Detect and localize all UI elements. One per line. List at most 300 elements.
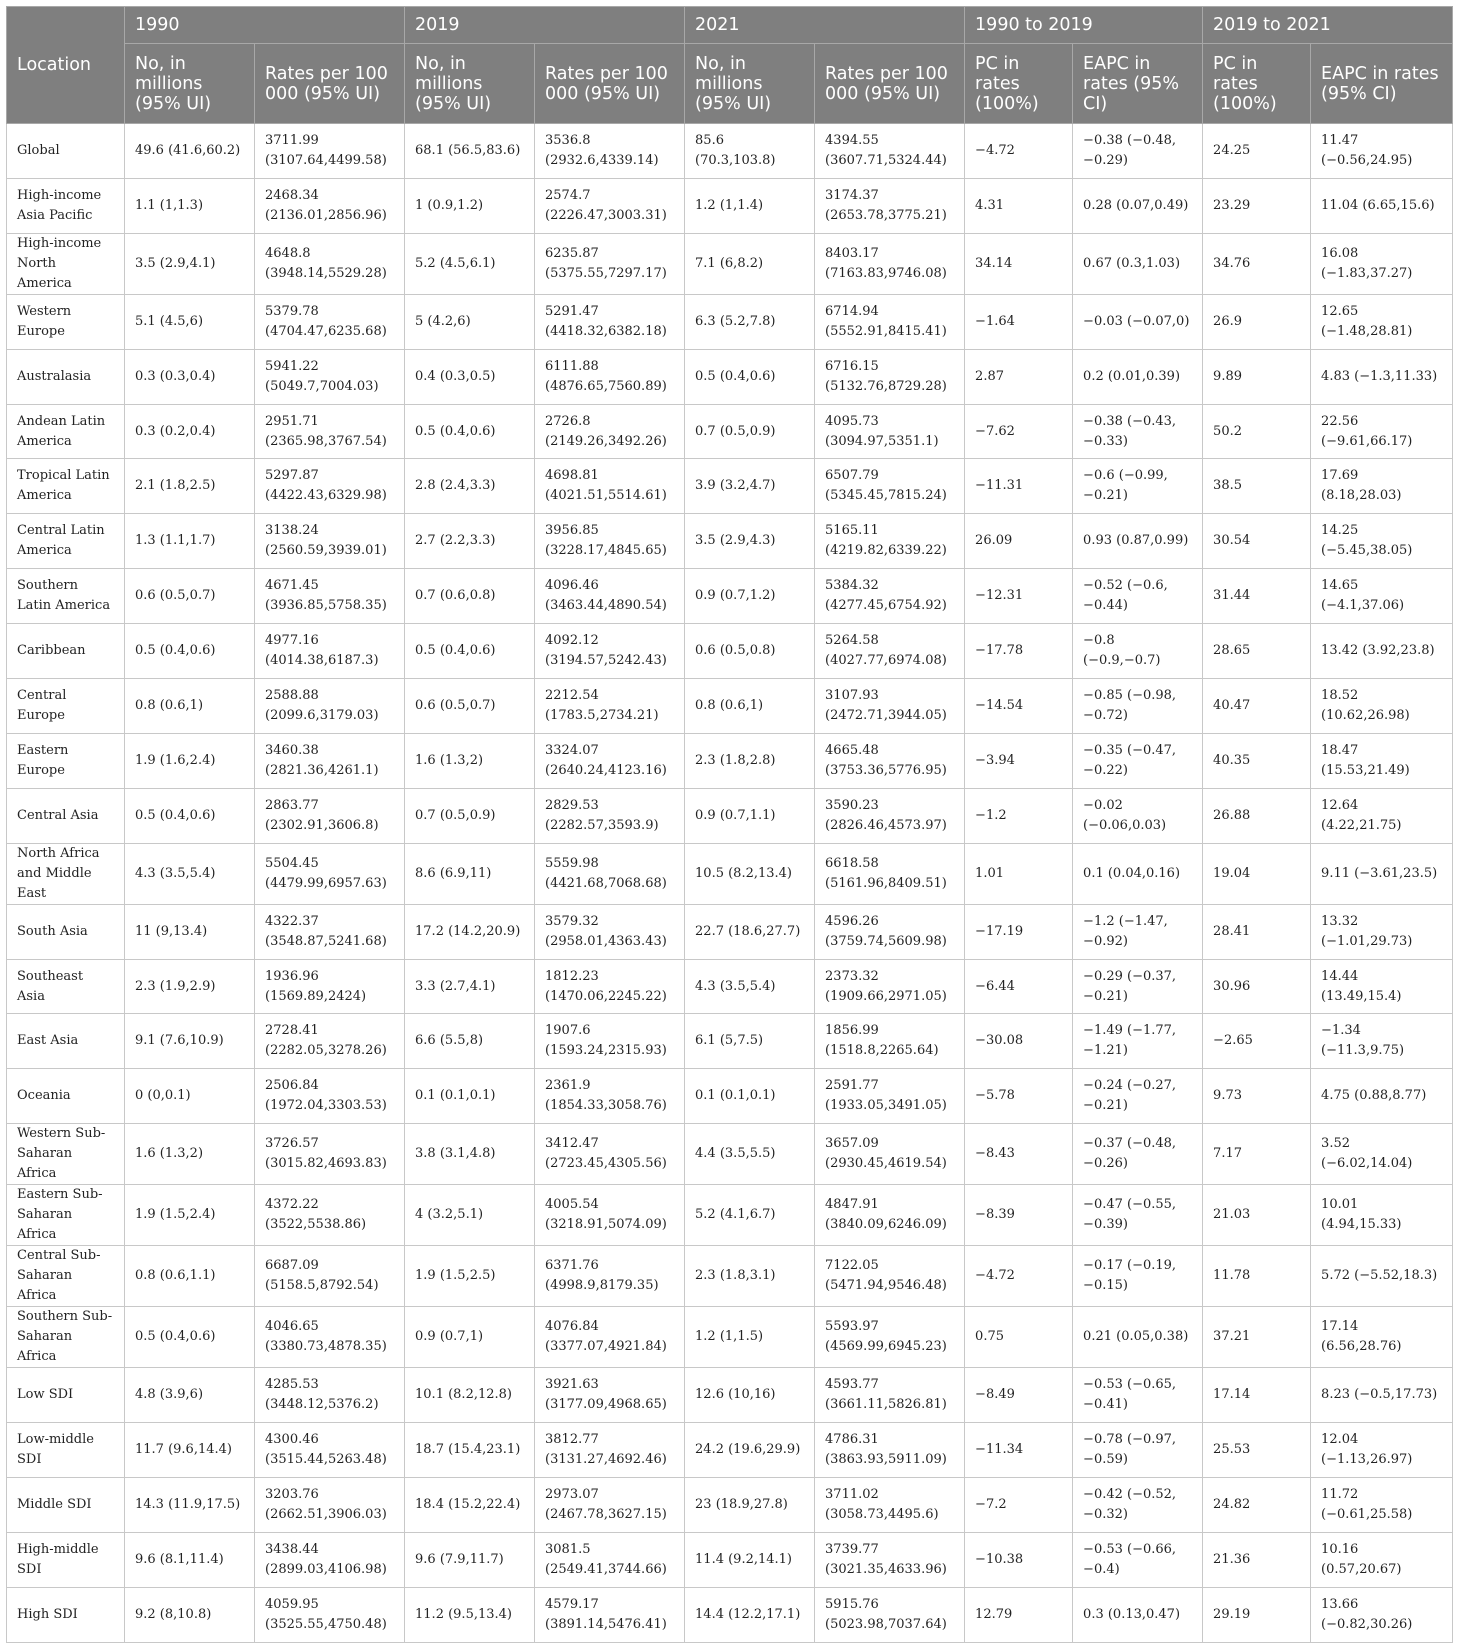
rate-2021-cell: 3174.37 (2653.78,3775.21) [815,178,965,233]
count-1990-cell: 0.8 (0.6,1.1) [125,1246,255,1307]
count-2021-cell: 2.3 (1.8,2.8) [685,733,815,788]
location-cell: High-income Asia Pacific [7,178,125,233]
rate-2019-cell: 1907.6 (1593.24,2315.93) [535,1014,685,1069]
eapc-2019-2021-cell: 13.66 (−0.82,30.26) [1311,1587,1453,1642]
pc-1990-2019-cell: −8.49 [965,1368,1073,1423]
count-2021-cell: 24.2 (19.6,29.9) [685,1423,815,1478]
pc-2019-2021-cell: 21.03 [1203,1185,1311,1246]
count-1990-cell: 3.5 (2.9,4.1) [125,233,255,294]
pc-2019-2021-cell: 9.89 [1203,349,1311,404]
count-2019-cell: 4 (3.2,5.1) [405,1185,535,1246]
rate-1990-cell: 3203.76 (2662.51,3906.03) [255,1478,405,1533]
table-row [7,1478,1453,1533]
count-1990-cell: 2.1 (1.8,2.5) [125,459,255,514]
rate-2021-cell: 7122.05 (5471.94,9546.48) [815,1246,965,1307]
eapc-1990-2019-cell: −0.85 (−0.98, −0.72) [1073,679,1203,734]
count-1990-cell: 9.6 (8.1,11.4) [125,1532,255,1587]
pc-2019-2021-cell: 26.9 [1203,294,1311,349]
count-1990-cell: 0.6 (0.5,0.7) [125,569,255,624]
rate-1990-cell: 5504.45 (4479.99,6957.63) [255,843,405,904]
location-cell: East Asia [7,1014,125,1069]
pc-2019-2021-cell: 31.44 [1203,569,1311,624]
rate-2019-cell: 3812.77 (3131.27,4692.46) [535,1423,685,1478]
pc-2019-2021-cell: 7.17 [1203,1124,1311,1185]
pc-1990-2019-cell: 12.79 [965,1587,1073,1642]
rate-2021-cell: 3711.02 (3058.73,4495.6) [815,1478,965,1533]
location-cell: Western Europe [7,294,125,349]
rate-2019-cell: 5559.98 (4421.68,7068.68) [535,843,685,904]
col-header-count-2019: No, in millions (95% UI) [405,44,535,124]
rate-2021-cell: 4593.77 (3661.11,5826.81) [815,1368,965,1423]
pc-1990-2019-cell: −11.34 [965,1423,1073,1478]
eapc-1990-2019-cell: −0.17 (−0.19, −0.15) [1073,1246,1203,1307]
count-1990-cell: 0.5 (0.4,0.6) [125,1307,255,1368]
pc-1990-2019-cell: −14.54 [965,679,1073,734]
count-2019-cell: 9.6 (7.9,11.7) [405,1532,535,1587]
eapc-2019-2021-cell: 4.83 (−1.3,11.33) [1311,349,1453,404]
count-2021-cell: 1.2 (1,1.5) [685,1307,815,1368]
location-cell: Tropical Latin America [7,459,125,514]
col-header-rate-2021: Rates per 100 000 (95% UI) [815,44,965,124]
table-row [7,733,1453,788]
col-header-count-1990: No, in millions (95% UI) [125,44,255,124]
pc-2019-2021-cell: 19.04 [1203,843,1311,904]
rate-2019-cell: 2726.8 (2149.26,3492.26) [535,404,685,459]
rate-2021-cell: 4665.48 (3753.36,5776.95) [815,733,965,788]
location-cell: Low SDI [7,1368,125,1423]
table-row [7,1185,1453,1246]
table-row [7,459,1453,514]
count-2019-cell: 10.1 (8.2,12.8) [405,1368,535,1423]
col-header-eapc-1990-2019: EAPC in rates (95% CI) [1073,44,1203,124]
eapc-1990-2019-cell: −0.03 (−0.07,0) [1073,294,1203,349]
table-body [7,124,1453,1643]
count-1990-cell: 4.3 (3.5,5.4) [125,843,255,904]
header-row-columns [7,44,1453,124]
count-2019-cell: 68.1 (56.5,83.6) [405,124,535,179]
table-row [7,349,1453,404]
table-row [7,843,1453,904]
rate-1990-cell: 5941.22 (5049.7,7004.03) [255,349,405,404]
count-2019-cell: 0.7 (0.5,0.9) [405,788,535,843]
pc-1990-2019-cell: −4.72 [965,124,1073,179]
count-1990-cell: 0.5 (0.4,0.6) [125,624,255,679]
rate-2021-cell: 6618.58 (5161.96,8409.51) [815,843,965,904]
pc-2019-2021-cell: 37.21 [1203,1307,1311,1368]
col-header-pc-1990-2019: PC in rates (100%) [965,44,1073,124]
pc-1990-2019-cell: −1.2 [965,788,1073,843]
location-cell: Central Latin America [7,514,125,569]
table-header [7,7,1453,124]
count-2019-cell: 5 (4.2,6) [405,294,535,349]
eapc-1990-2019-cell: 0.93 (0.87,0.99) [1073,514,1203,569]
pc-1990-2019-cell: −30.08 [965,1014,1073,1069]
count-2021-cell: 6.3 (5.2,7.8) [685,294,815,349]
group-header-2019: 2019 [405,7,685,44]
pc-2019-2021-cell: 40.47 [1203,679,1311,734]
pc-1990-2019-cell: 0.75 [965,1307,1073,1368]
pc-2019-2021-cell: 40.35 [1203,733,1311,788]
count-2019-cell: 0.1 (0.1,0.1) [405,1069,535,1124]
count-1990-cell: 1.3 (1.1,1.7) [125,514,255,569]
pc-2019-2021-cell: 24.82 [1203,1478,1311,1533]
count-2019-cell: 0.4 (0.3,0.5) [405,349,535,404]
rate-2019-cell: 2574.7 (2226.47,3003.31) [535,178,685,233]
rate-1990-cell: 2506.84 (1972.04,3303.53) [255,1069,405,1124]
count-1990-cell: 1.9 (1.6,2.4) [125,733,255,788]
location-cell: Central Sub-Saharan Africa [7,1246,125,1307]
rate-2021-cell: 8403.17 (7163.83,9746.08) [815,233,965,294]
rate-1990-cell: 4671.45 (3936.85,5758.35) [255,569,405,624]
count-2019-cell: 18.4 (15.2,22.4) [405,1478,535,1533]
rate-2019-cell: 2829.53 (2282.57,3593.9) [535,788,685,843]
eapc-1990-2019-cell: −0.29 (−0.37, −0.21) [1073,959,1203,1014]
group-header-2019-to-2021: 2019 to 2021 [1203,7,1453,44]
eapc-1990-2019-cell: −0.38 (−0.43, −0.33) [1073,404,1203,459]
eapc-1990-2019-cell: −0.53 (−0.65, −0.41) [1073,1368,1203,1423]
rate-1990-cell: 4977.16 (4014.38,6187.3) [255,624,405,679]
eapc-2019-2021-cell: 8.23 (−0.5,17.73) [1311,1368,1453,1423]
count-2019-cell: 11.2 (9.5,13.4) [405,1587,535,1642]
col-header-rate-1990: Rates per 100 000 (95% UI) [255,44,405,124]
count-1990-cell: 5.1 (4.5,6) [125,294,255,349]
count-2019-cell: 17.2 (14.2,20.9) [405,904,535,959]
rate-2021-cell: 6507.79 (5345.45,7815.24) [815,459,965,514]
count-2019-cell: 2.8 (2.4,3.3) [405,459,535,514]
count-2021-cell: 2.3 (1.8,3.1) [685,1246,815,1307]
count-2019-cell: 2.7 (2.2,3.3) [405,514,535,569]
count-2021-cell: 6.1 (5,7.5) [685,1014,815,1069]
location-cell: Eastern Sub-Saharan Africa [7,1185,125,1246]
table-row [7,1246,1453,1307]
pc-1990-2019-cell: −8.39 [965,1185,1073,1246]
rate-2021-cell: 4394.55 (3607.71,5324.44) [815,124,965,179]
count-2019-cell: 0.5 (0.4,0.6) [405,624,535,679]
pc-2019-2021-cell: 50.2 [1203,404,1311,459]
rate-1990-cell: 4322.37 (3548.87,5241.68) [255,904,405,959]
rate-2021-cell: 5165.11 (4219.82,6339.22) [815,514,965,569]
rate-1990-cell: 2728.41 (2282.05,3278.26) [255,1014,405,1069]
rate-1990-cell: 3460.38 (2821.36,4261.1) [255,733,405,788]
location-cell: Southern Sub-Saharan Africa [7,1307,125,1368]
pc-1990-2019-cell: −3.94 [965,733,1073,788]
count-2019-cell: 6.6 (5.5,8) [405,1014,535,1069]
rate-2019-cell: 3081.5 (2549.41,3744.66) [535,1532,685,1587]
count-2021-cell: 0.8 (0.6,1) [685,679,815,734]
count-1990-cell: 14.3 (11.9,17.5) [125,1478,255,1533]
eapc-2019-2021-cell: 11.04 (6.65,15.6) [1311,178,1453,233]
rate-2021-cell: 5593.97 (4569.99,6945.23) [815,1307,965,1368]
count-1990-cell: 9.1 (7.6,10.9) [125,1014,255,1069]
count-2019-cell: 1 (0.9,1.2) [405,178,535,233]
count-2021-cell: 4.4 (3.5,5.5) [685,1124,815,1185]
pc-1990-2019-cell: 2.87 [965,349,1073,404]
location-cell: Australasia [7,349,125,404]
count-2019-cell: 0.9 (0.7,1) [405,1307,535,1368]
count-2021-cell: 12.6 (10,16) [685,1368,815,1423]
rate-2021-cell: 4847.91 (3840.09,6246.09) [815,1185,965,1246]
rate-2019-cell: 2361.9 (1854.33,3058.76) [535,1069,685,1124]
rate-2021-cell: 2591.77 (1933.05,3491.05) [815,1069,965,1124]
eapc-1990-2019-cell: 0.21 (0.05,0.38) [1073,1307,1203,1368]
rate-2021-cell: 5264.58 (4027.77,6974.08) [815,624,965,679]
eapc-2019-2021-cell: 14.25 (−5.45,38.05) [1311,514,1453,569]
table-row [7,178,1453,233]
eapc-1990-2019-cell: −0.38 (−0.48, −0.29) [1073,124,1203,179]
eapc-2019-2021-cell: 12.65 (−1.48,28.81) [1311,294,1453,349]
eapc-2019-2021-cell: 18.47 (15.53,21.49) [1311,733,1453,788]
eapc-1990-2019-cell: −1.49 (−1.77, −1.21) [1073,1014,1203,1069]
rate-2019-cell: 6371.76 (4998.9,8179.35) [535,1246,685,1307]
rate-2019-cell: 6235.87 (5375.55,7297.17) [535,233,685,294]
col-header-rate-2019: Rates per 100 000 (95% UI) [535,44,685,124]
eapc-2019-2021-cell: 16.08 (−1.83,37.27) [1311,233,1453,294]
pc-1990-2019-cell: −7.62 [965,404,1073,459]
rate-2019-cell: 3412.47 (2723.45,4305.56) [535,1124,685,1185]
count-1990-cell: 0 (0,0.1) [125,1069,255,1124]
group-header-1990-to-2019: 1990 to 2019 [965,7,1203,44]
table-row [7,1587,1453,1642]
rate-2019-cell: 4698.81 (4021.51,5514.61) [535,459,685,514]
eapc-1990-2019-cell: 0.28 (0.07,0.49) [1073,178,1203,233]
eapc-1990-2019-cell: 0.3 (0.13,0.47) [1073,1587,1203,1642]
eapc-1990-2019-cell: −0.6 (−0.99, −0.21) [1073,459,1203,514]
eapc-1990-2019-cell: 0.67 (0.3,1.03) [1073,233,1203,294]
eapc-1990-2019-cell: −0.35 (−0.47, −0.22) [1073,733,1203,788]
rate-2021-cell: 4095.73 (3094.97,5351.1) [815,404,965,459]
eapc-1990-2019-cell: −0.47 (−0.55, −0.39) [1073,1185,1203,1246]
count-1990-cell: 1.9 (1.5,2.4) [125,1185,255,1246]
count-2019-cell: 5.2 (4.5,6.1) [405,233,535,294]
rate-2019-cell: 5291.47 (4418.32,6382.18) [535,294,685,349]
count-1990-cell: 1.6 (1.3,2) [125,1124,255,1185]
count-1990-cell: 0.5 (0.4,0.6) [125,788,255,843]
count-2021-cell: 7.1 (6,8.2) [685,233,815,294]
location-cell: Oceania [7,1069,125,1124]
group-header-1990: 1990 [125,7,405,44]
pc-1990-2019-cell: 26.09 [965,514,1073,569]
pc-2019-2021-cell: −2.65 [1203,1014,1311,1069]
eapc-1990-2019-cell: −0.02 (−0.06,0.03) [1073,788,1203,843]
count-1990-cell: 1.1 (1,1.3) [125,178,255,233]
table-row [7,788,1453,843]
eapc-2019-2021-cell: 3.52 (−6.02,14.04) [1311,1124,1453,1185]
table-row [7,569,1453,624]
table-row [7,1423,1453,1478]
pc-1990-2019-cell: 4.31 [965,178,1073,233]
rate-2019-cell: 3536.8 (2932.6,4339.14) [535,124,685,179]
rate-2021-cell: 3657.09 (2930.45,4619.54) [815,1124,965,1185]
location-cell: South Asia [7,904,125,959]
rate-2019-cell: 4076.84 (3377.07,4921.84) [535,1307,685,1368]
rate-1990-cell: 4285.53 (3448.12,5376.2) [255,1368,405,1423]
rate-2021-cell: 3739.77 (3021.35,4633.96) [815,1532,965,1587]
rate-1990-cell: 4046.65 (3380.73,4878.35) [255,1307,405,1368]
eapc-2019-2021-cell: 10.01 (4.94,15.33) [1311,1185,1453,1246]
pc-2019-2021-cell: 28.41 [1203,904,1311,959]
count-2021-cell: 0.9 (0.7,1.2) [685,569,815,624]
count-2021-cell: 0.9 (0.7,1.1) [685,788,815,843]
table-row [7,1307,1453,1368]
count-1990-cell: 4.8 (3.9,6) [125,1368,255,1423]
table-row [7,1069,1453,1124]
eapc-1990-2019-cell: −0.78 (−0.97, −0.59) [1073,1423,1203,1478]
header-row-groups [7,7,1453,44]
eapc-2019-2021-cell: 18.52 (10.62,26.98) [1311,679,1453,734]
location-cell: High SDI [7,1587,125,1642]
eapc-2019-2021-cell: 22.56 (−9.61,66.17) [1311,404,1453,459]
table-row [7,1014,1453,1069]
count-2021-cell: 85.6 (70.3,103.8) [685,124,815,179]
count-1990-cell: 0.8 (0.6,1) [125,679,255,734]
col-header-eapc-2019-2021: EAPC in rates (95% CI) [1311,44,1453,124]
count-2021-cell: 0.6 (0.5,0.8) [685,624,815,679]
rate-1990-cell: 3438.44 (2899.03,4106.98) [255,1532,405,1587]
table-row [7,624,1453,679]
count-2019-cell: 3.3 (2.7,4.1) [405,959,535,1014]
count-1990-cell: 49.6 (41.6,60.2) [125,124,255,179]
location-cell: Western Sub-Saharan Africa [7,1124,125,1185]
count-2019-cell: 18.7 (15.4,23.1) [405,1423,535,1478]
location-cell: Global [7,124,125,179]
count-2021-cell: 0.5 (0.4,0.6) [685,349,815,404]
rate-1990-cell: 3711.99 (3107.64,4499.58) [255,124,405,179]
count-2021-cell: 10.5 (8.2,13.4) [685,843,815,904]
pc-1990-2019-cell: −7.2 [965,1478,1073,1533]
count-2021-cell: 3.5 (2.9,4.3) [685,514,815,569]
rate-1990-cell: 6687.09 (5158.5,8792.54) [255,1246,405,1307]
eapc-2019-2021-cell: 9.11 (−3.61,23.5) [1311,843,1453,904]
rate-2021-cell: 1856.99 (1518.8,2265.64) [815,1014,965,1069]
pc-1990-2019-cell: −6.44 [965,959,1073,1014]
col-header-count-2021: No, in millions (95% UI) [685,44,815,124]
col-header-pc-2019-2021: PC in rates (100%) [1203,44,1311,124]
eapc-1990-2019-cell: −0.53 (−0.66, −0.4) [1073,1532,1203,1587]
rate-2019-cell: 4096.46 (3463.44,4890.54) [535,569,685,624]
pc-2019-2021-cell: 25.53 [1203,1423,1311,1478]
count-1990-cell: 11 (9,13.4) [125,904,255,959]
location-cell: Caribbean [7,624,125,679]
rate-2021-cell: 5384.32 (4277.45,6754.92) [815,569,965,624]
count-2019-cell: 0.6 (0.5,0.7) [405,679,535,734]
pc-2019-2021-cell: 24.25 [1203,124,1311,179]
count-2019-cell: 3.8 (3.1,4.8) [405,1124,535,1185]
rate-2021-cell: 4786.31 (3863.93,5911.09) [815,1423,965,1478]
location-cell: Eastern Europe [7,733,125,788]
count-1990-cell: 0.3 (0.3,0.4) [125,349,255,404]
results-table [6,6,1453,1643]
count-2021-cell: 0.1 (0.1,0.1) [685,1069,815,1124]
eapc-1990-2019-cell: 0.2 (0.01,0.39) [1073,349,1203,404]
table-row [7,1368,1453,1423]
rate-1990-cell: 5379.78 (4704.47,6235.68) [255,294,405,349]
table-row [7,1124,1453,1185]
eapc-2019-2021-cell: 14.65 (−4.1,37.06) [1311,569,1453,624]
pc-2019-2021-cell: 11.78 [1203,1246,1311,1307]
rate-2021-cell: 3590.23 (2826.46,4573.97) [815,788,965,843]
count-2019-cell: 8.6 (6.9,11) [405,843,535,904]
location-cell: Southern Latin America [7,569,125,624]
pc-2019-2021-cell: 21.36 [1203,1532,1311,1587]
count-2019-cell: 0.5 (0.4,0.6) [405,404,535,459]
rate-2021-cell: 4596.26 (3759.74,5609.98) [815,904,965,959]
rate-1990-cell: 3726.57 (3015.82,4693.83) [255,1124,405,1185]
rate-1990-cell: 2951.71 (2365.98,3767.54) [255,404,405,459]
eapc-2019-2021-cell: 12.64 (4.22,21.75) [1311,788,1453,843]
rate-1990-cell: 4300.46 (3515.44,5263.48) [255,1423,405,1478]
rate-2021-cell: 2373.32 (1909.66,2971.05) [815,959,965,1014]
rate-2019-cell: 2973.07 (2467.78,3627.15) [535,1478,685,1533]
pc-2019-2021-cell: 26.88 [1203,788,1311,843]
pc-2019-2021-cell: 17.14 [1203,1368,1311,1423]
count-2021-cell: 1.2 (1,1.4) [685,178,815,233]
rate-1990-cell: 5297.87 (4422.43,6329.98) [255,459,405,514]
count-2021-cell: 3.9 (3.2,4.7) [685,459,815,514]
pc-2019-2021-cell: 30.54 [1203,514,1311,569]
rate-1990-cell: 2863.77 (2302.91,3606.8) [255,788,405,843]
pc-1990-2019-cell: −10.38 [965,1532,1073,1587]
table-row [7,514,1453,569]
eapc-2019-2021-cell: 17.14 (6.56,28.76) [1311,1307,1453,1368]
rate-2021-cell: 6714.94 (5552.91,8415.41) [815,294,965,349]
rate-2021-cell: 3107.93 (2472.71,3944.05) [815,679,965,734]
pc-2019-2021-cell: 30.96 [1203,959,1311,1014]
pc-1990-2019-cell: −17.78 [965,624,1073,679]
rate-1990-cell: 4648.8 (3948.14,5529.28) [255,233,405,294]
pc-2019-2021-cell: 34.76 [1203,233,1311,294]
eapc-1990-2019-cell: −1.2 (−1.47, −0.92) [1073,904,1203,959]
rate-2019-cell: 2212.54 (1783.5,2734.21) [535,679,685,734]
eapc-2019-2021-cell: 17.69 (8.18,28.03) [1311,459,1453,514]
pc-2019-2021-cell: 23.29 [1203,178,1311,233]
table-row [7,124,1453,179]
eapc-2019-2021-cell: 5.72 (−5.52,18.3) [1311,1246,1453,1307]
rate-2019-cell: 4579.17 (3891.14,5476.41) [535,1587,685,1642]
eapc-2019-2021-cell: 13.32 (−1.01,29.73) [1311,904,1453,959]
pc-1990-2019-cell: −8.43 [965,1124,1073,1185]
pc-1990-2019-cell: −1.64 [965,294,1073,349]
eapc-1990-2019-cell: −0.24 (−0.27, −0.21) [1073,1069,1203,1124]
eapc-1990-2019-cell: 0.1 (0.04,0.16) [1073,843,1203,904]
eapc-1990-2019-cell: −0.42 (−0.52, −0.32) [1073,1478,1203,1533]
rate-1990-cell: 3138.24 (2560.59,3939.01) [255,514,405,569]
pc-1990-2019-cell: −17.19 [965,904,1073,959]
count-1990-cell: 11.7 (9.6,14.4) [125,1423,255,1478]
rate-2019-cell: 3324.07 (2640.24,4123.16) [535,733,685,788]
eapc-2019-2021-cell: 13.42 (3.92,23.8) [1311,624,1453,679]
table-row [7,679,1453,734]
eapc-1990-2019-cell: −0.37 (−0.48, −0.26) [1073,1124,1203,1185]
rate-2019-cell: 1812.23 (1470.06,2245.22) [535,959,685,1014]
count-2021-cell: 4.3 (3.5,5.4) [685,959,815,1014]
pc-1990-2019-cell: −5.78 [965,1069,1073,1124]
pc-2019-2021-cell: 38.5 [1203,459,1311,514]
pc-2019-2021-cell: 9.73 [1203,1069,1311,1124]
eapc-2019-2021-cell: 11.47 (−0.56,24.95) [1311,124,1453,179]
pc-1990-2019-cell: 1.01 [965,843,1073,904]
count-2021-cell: 0.7 (0.5,0.9) [685,404,815,459]
group-header-2021: 2021 [685,7,965,44]
count-1990-cell: 2.3 (1.9,2.9) [125,959,255,1014]
table-row [7,959,1453,1014]
pc-2019-2021-cell: 29.19 [1203,1587,1311,1642]
rate-2021-cell: 6716.15 (5132.76,8729.28) [815,349,965,404]
count-2019-cell: 1.6 (1.3,2) [405,733,535,788]
location-cell: Central Asia [7,788,125,843]
location-cell: Andean Latin America [7,404,125,459]
table-row [7,404,1453,459]
count-1990-cell: 0.3 (0.2,0.4) [125,404,255,459]
